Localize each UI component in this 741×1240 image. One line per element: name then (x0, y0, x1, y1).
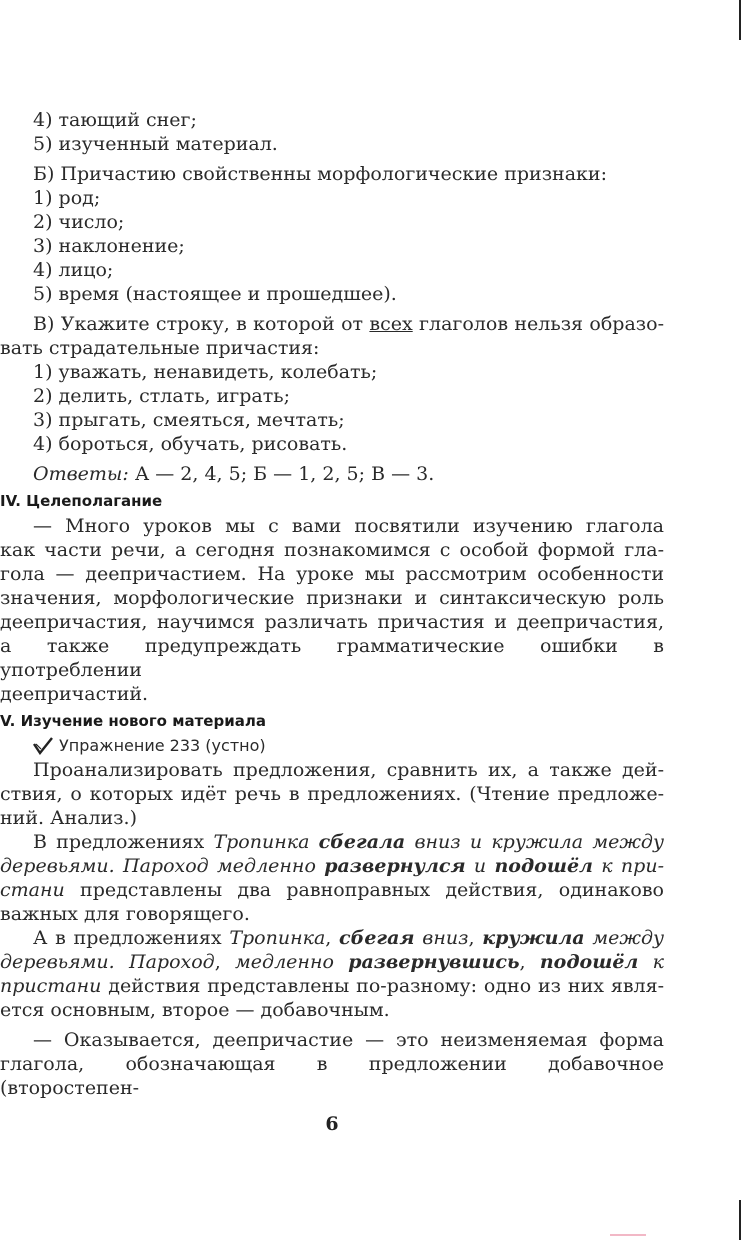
page-number: 6 (325, 1113, 339, 1135)
section-4-line: деепричастий. (0, 683, 149, 705)
p1-line: ний. Анализ.) (0, 807, 137, 829)
p4-line: — Оказывается, деепричастие — это неизменяемая форма (33, 1029, 664, 1051)
p3-line: А в предложениях Тропинка, сбегая вниз, кружила между (33, 927, 665, 949)
question-v-option: 2) делить, стлать, играть; (33, 385, 291, 407)
p2-line: деревьями. Пароход медленно развернулся и подошёл к при- (0, 855, 664, 877)
p4-line: глагола, обозначающая в предложении добавочное (второстепен- (0, 1053, 664, 1099)
section-4-line: как части речи, а сегодня познакомимся с особой формой гла- (0, 539, 664, 561)
p3-line: деревьями. Пароход, медленно развернувшись, подошёл к (0, 951, 664, 973)
question-b-prompt: Б) Причастию свойственны морфологические признаки: (33, 163, 607, 185)
answers-line: Ответы: А — 2, 4, 5; Б — 1, 2, 5; В — 3. (33, 463, 435, 485)
checkmark-icon (33, 737, 53, 755)
question-b-option: 3) наклонение; (33, 235, 185, 257)
question-b-option: 1) род; (33, 187, 101, 209)
list-a-item-5: 5) изученный материал. (33, 133, 278, 155)
question-v-prompt-line2: вать страдательные причастия: (0, 337, 320, 359)
section-5-heading: V. Изучение нового материала (0, 712, 266, 730)
p1-line: ствия, о которых идёт речь в предложениях. (Чтение предложе- (0, 783, 664, 805)
section-4-line: деепричастия, научимся различать причастия и деепричастия, (0, 611, 664, 633)
p2-line: важных для говорящего. (0, 903, 250, 925)
p2-line: стани представлены два равноправных действия, одинаково (0, 879, 664, 901)
question-b-option: 4) лицо; (33, 259, 114, 281)
p3-line: ется основным, второе — добавочным. (0, 999, 390, 1021)
exercise-label: Упражнение 233 (устно) (0, 734, 664, 758)
section-4-line: — Много уроков мы с вами посвятили изучению глагола (33, 515, 664, 537)
p2-line: В предложениях Тропинка сбегала вниз и кружила между (33, 831, 664, 853)
underlined-word: всех (369, 313, 413, 335)
corner-mark (610, 1234, 646, 1236)
section-4-line: а также предупреждать грамматические ошибки в употреблении (0, 635, 664, 681)
p3-line: пристани действия представлены по-разному: одно из них явля- (0, 975, 664, 997)
question-b-option: 2) число; (33, 211, 125, 233)
question-b-option: 5) время (настоящее и прошедшее). (33, 283, 397, 305)
question-v-option: 4) бороться, обучать, рисовать. (33, 433, 348, 455)
question-v-option: 1) уважать, ненавидеть, колебать; (33, 361, 378, 383)
section-4-line: гола — деепричастием. На уроке мы рассмотрим особенности (0, 563, 664, 585)
p1-line: Проанализировать предложения, сравнить их, а также дей- (33, 759, 664, 781)
list-a-item-4: 4) тающий снег; (33, 109, 197, 131)
section-4-line: значения, морфологические признаки и синтаксическую роль (0, 587, 664, 609)
question-v-prompt-line1: В) Укажите строку, в которой от всех глаголов нельзя образо- (33, 313, 664, 335)
page-content (0, 108, 664, 1100)
answers-label: Ответы: (33, 463, 129, 485)
section-4-heading: IV. Целеполагание (0, 492, 163, 510)
question-v-option: 3) прыгать, смеяться, мечтать; (33, 409, 345, 431)
